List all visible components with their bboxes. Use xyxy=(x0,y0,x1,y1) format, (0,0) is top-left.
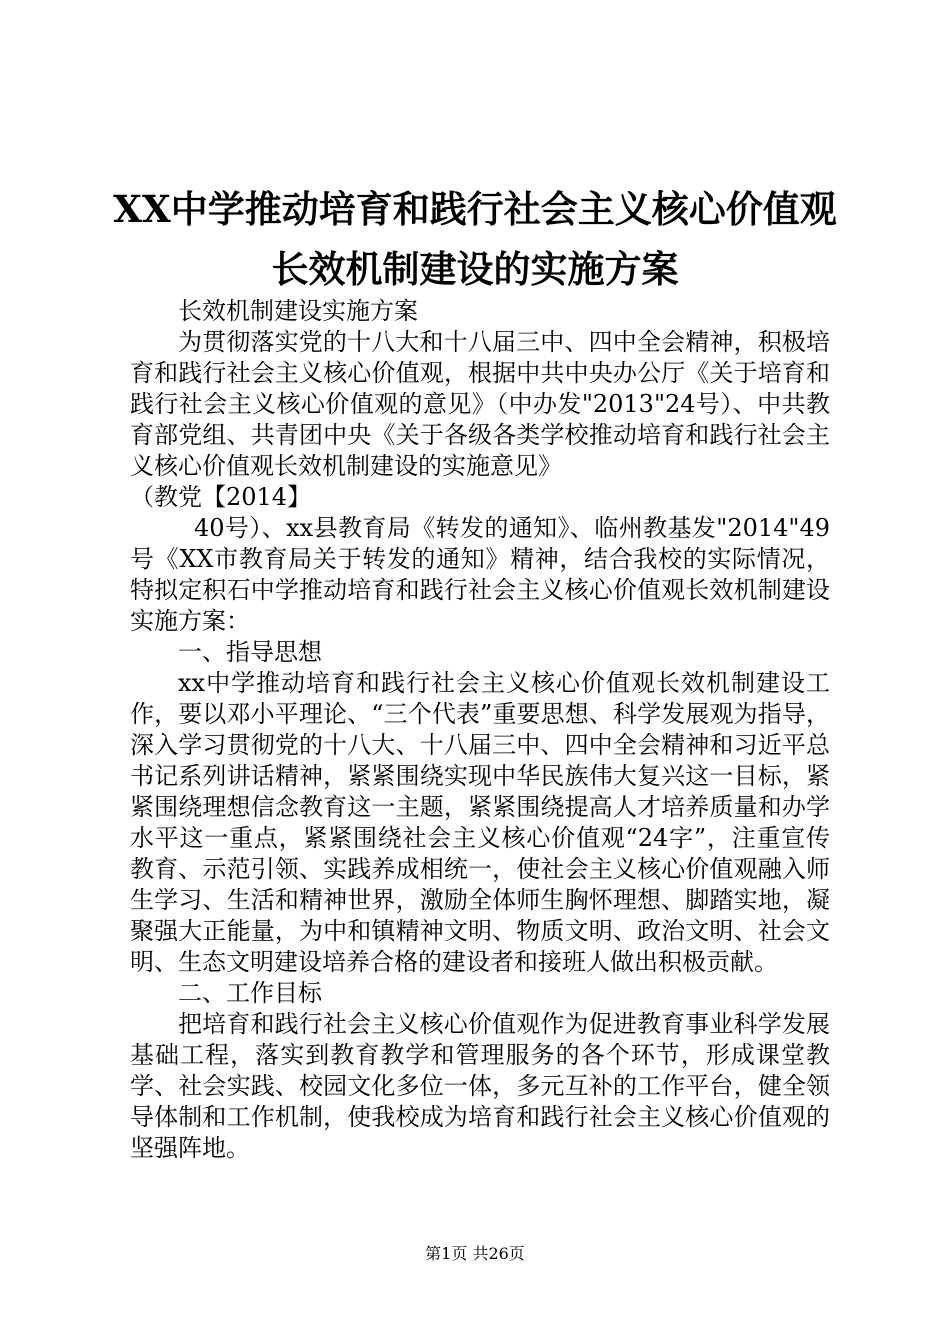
section-heading: 一、指导思想 xyxy=(178,638,322,666)
section-heading: 二、工作目标 xyxy=(178,979,322,1007)
page-footer: 第1页 共26页 xyxy=(425,1244,525,1263)
document-body xyxy=(130,296,830,1164)
body-paragraph: 为贯彻落实党的十八大和十八届三中、四中全会精神，积极培育和践行社会主义核心价值观，根据中共中央办公厅《关于培育和践行社会主义核心价值观的意见》（中办发"2013"24号）、中共教育部党组、共青团中央《关于各级各类学校推动培育和践行社会主义核心价值观长效机制建设的实施意见》 xyxy=(130,328,830,480)
body-paragraph: 长效机制建设实施方案 xyxy=(178,297,418,325)
body-paragraph: （教党【2014】 xyxy=(130,483,312,511)
body-paragraph: 40号）、xx县教育局《转发的通知》、临州教基发"2014"49号《XX市教育局关于转发的通知》精神，结合我校的实际情况，特拟定积石中学推动培育和践行社会主义核心价值观长效机制建设实施方案： xyxy=(130,514,830,635)
document-title-line2: 长效机制建设的实施方案 xyxy=(271,247,679,291)
document-title-line1: XX中学推动培育和践行社会主义核心价值观 xyxy=(113,187,837,231)
body-paragraph: 把培育和践行社会主义核心价值观作为促进教育事业科学发展基础工程，落实到教育教学和管理服务的各个环节，形成课堂教学、社会实践、校园文化多位一体，多元互补的工作平台，健全领导体制和工作机制，使我校成为培育和践行社会主义核心价值观的坚强阵地。 xyxy=(130,1010,830,1162)
body-paragraph: xx中学推动培育和践行社会主义核心价值观长效机制建设工作，要以邓小平理论、“三个代表”重要思想、科学发展观为指导，深入学习贯彻党的十八大、十八届三中、四中全会精神和习近平总书记系列讲话精神，紧紧围绕实现中华民族伟大复兴这一目标，紧紧围绕理想信念教育这一主题，紧紧围绕提高人才培养质量和办学水平这一重点，紧紧围绕社会主义核心价值观“24字”，注重宣传教育、示范引领、实践养成相统一，使社会主义核心价值观融入师生学习、生活和精神世界，激励全体师生胸怀理想、脚踏实地，凝聚强大正能量，为中和镇精神文明、物质文明、政治文明、社会文明、生态文明建设培养合格的建设者和接班人做出积极贡献。 xyxy=(130,669,830,976)
